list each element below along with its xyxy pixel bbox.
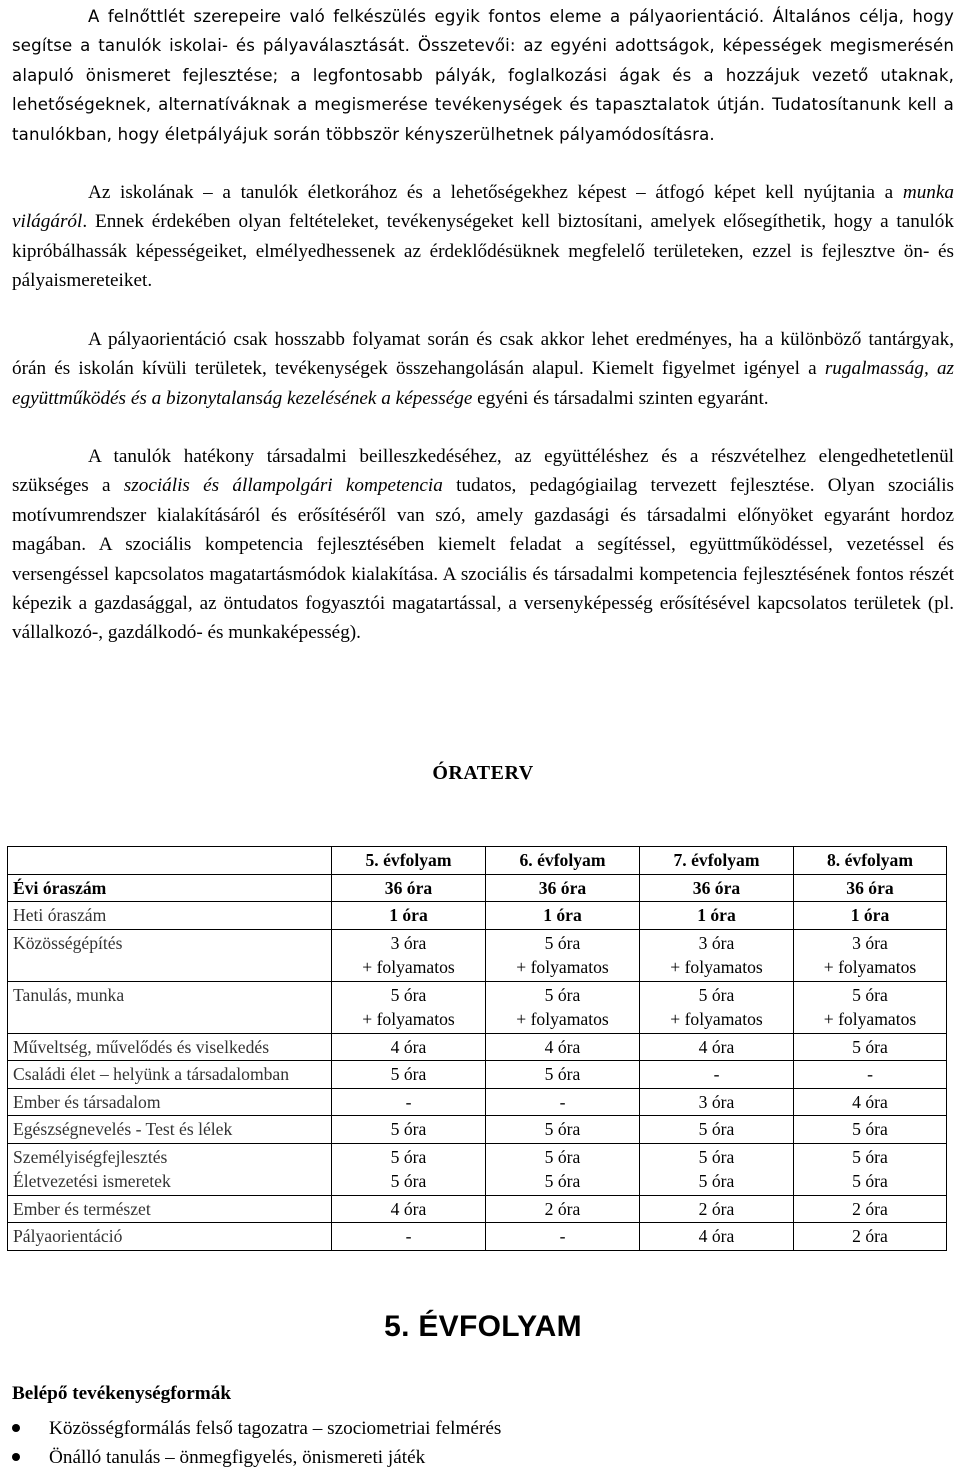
paragraph-social-competence (12, 442, 954, 648)
table-cell: 4 óra (332, 1033, 486, 1061)
paragraph-text: Az iskolának – a tanulók életkorához és a lehetőségekhez képest – átfogó képet kell nyújtania a (88, 182, 903, 203)
table-cell: 5 óra (640, 1116, 794, 1144)
paragraph-world-of-work (12, 178, 954, 296)
table-row (8, 1116, 947, 1144)
table-cell: 36 óra (794, 874, 947, 902)
subheading: Belépő tevékenységformák (12, 1383, 232, 1404)
table-cell: 5 óra (486, 1116, 640, 1144)
table-row (8, 1061, 947, 1089)
cell-hours: 5 óra (390, 1146, 427, 1167)
row-label: Családi élet – helyünk a társadalomban (8, 1061, 332, 1089)
table-cell: - (640, 1061, 794, 1089)
table-cell (486, 1143, 640, 1195)
cell-hours: 5 óra (698, 1171, 735, 1191)
paragraph-italic-text: munka világáról (12, 182, 954, 233)
cell-continuous: + folyamatos (670, 957, 763, 977)
table-cell: 4 óra (640, 1033, 794, 1061)
table-cell: 5 óra (794, 1033, 947, 1061)
row-label: Ember és természet (8, 1195, 332, 1223)
table-row (8, 874, 947, 902)
table-cell: 5 óra (332, 1061, 486, 1089)
table-row (8, 1195, 947, 1223)
table-cell: 3 óra (640, 1088, 794, 1116)
table-cell: 2 óra (640, 1195, 794, 1223)
row-label: Pályaorientáció (8, 1223, 332, 1251)
cell-continuous: + folyamatos (516, 957, 609, 977)
cell-hours: 5 óra (390, 984, 427, 1005)
cell-hours: 5 óra (852, 1171, 888, 1191)
table-cell: 2 óra (794, 1223, 947, 1251)
paragraph-flexibility (12, 325, 954, 413)
table-cell: 2 óra (486, 1195, 640, 1223)
table-cell: - (486, 1223, 640, 1251)
table-cell: 1 óra (332, 902, 486, 930)
table-row (8, 1033, 947, 1061)
cell-hours: 3 óra (852, 932, 888, 953)
table-cell: 4 óra (486, 1033, 640, 1061)
row-label: Műveltség, művelődés és viselkedés (8, 1033, 332, 1061)
table-cell: 4 óra (640, 1223, 794, 1251)
row-label-line: Személyiségfejlesztés (13, 1146, 168, 1167)
table-cell: 1 óra (486, 902, 640, 930)
bullet-icon (12, 1424, 20, 1432)
table-header-cell (8, 847, 332, 875)
cell-continuous: + folyamatos (362, 957, 455, 977)
table-header-cell: 6. évfolyam (486, 847, 640, 875)
cell-continuous: + folyamatos (823, 957, 917, 977)
table-cell: 5 óra (486, 1061, 640, 1089)
row-label: Közösségépítés (8, 929, 332, 981)
table-cell (794, 981, 947, 1033)
table-cell (332, 1143, 486, 1195)
cell-hours: 5 óra (390, 1171, 427, 1191)
table-header-cell: 8. évfolyam (794, 847, 947, 875)
paragraph-italic-text: szociális és állampolgári kompetencia (123, 475, 443, 497)
table-cell: 36 óra (640, 874, 794, 902)
oraterv-table (7, 846, 947, 1251)
table-cell (332, 929, 486, 981)
table-row (8, 929, 947, 981)
row-label: Heti óraszám (8, 902, 332, 930)
table-cell (794, 1143, 947, 1195)
cell-hours: 5 óra (698, 984, 735, 1005)
paragraph-text: egyéni és társadalmi szinten egyaránt. (472, 387, 769, 409)
section-heading: 5. ÉVFOLYAM (384, 1310, 582, 1343)
paragraph-text: A felnőttlét szerepeire való felkészülés egyik fontos eleme a pályaorientáció. Általános célja, hogy segítse a tanulók iskolai- és pályaválasztását. Összetevői: az egyéni adottságok, képességek megismerésén alapuló önismeret fejlesztése; a legfontosabb pályák, foglalkozási ágak és a hozzájuk vezető utaknak, lehetőségeknek, alternatíváknak a megismerése tevékenységek és tapasztalatok útján. Tudatosítanunk kell a tanulókban, hogy életpályájuk során többször kényszerülhetnek pályamódosításra. (12, 7, 954, 144)
table-cell: - (332, 1088, 486, 1116)
bullet-icon (12, 1453, 20, 1461)
cell-hours: 5 óra (698, 1146, 735, 1167)
row-label: Tanulás, munka (8, 981, 332, 1033)
list-item-text: Önálló tanulás – önmegfigyelés, önismereti játék (49, 1447, 426, 1468)
table-cell: 1 óra (794, 902, 947, 930)
paragraph-text: A pályaorientáció csak hosszabb folyamat során és csak akkor lehet eredményes, ha a különböző tantárgyak, órán és iskolán kívüli területek, tevékenységek összehangolásán alapul. Kiemelt figyelmet igényel a (12, 329, 954, 380)
cell-hours: 5 óra (544, 1146, 581, 1167)
table-cell: - (486, 1088, 640, 1116)
row-label: Egészségnevelés - Test és lélek (8, 1116, 332, 1144)
table-cell (332, 981, 486, 1033)
row-label: Ember és társadalom (8, 1088, 332, 1116)
table-cell (486, 981, 640, 1033)
paragraph-text: tudatos, pedagógiailag tervezett fejlesztése. Olyan szociális motívumrendszer kialakításáról és erősítéséről van szó, amely gazdasági és társadalmi előnyöket egyaránt hordoz magában. A szociális kompetencia fejlesztésében kiemelt feladat a segítéssel, együttműködéssel, vezetéssel és versengéssel kapcsolatos magatartásmódok kialakítása. A szociális és társadalmi kompetencia fejlesztésének fontos részét képezik a gazdasággal, az öntudatos fogyasztói magatartással, a versenyképesség erősítésével kapcsolatos területek (pl. vállalkozó-, gazdálkodó- és munkaképesség). (12, 475, 955, 644)
table-row (8, 981, 947, 1033)
cell-hours: 5 óra (544, 1171, 581, 1191)
table-cell: 4 óra (332, 1195, 486, 1223)
table-cell (794, 929, 947, 981)
table-cell (640, 981, 794, 1033)
bullet-list (12, 1414, 501, 1472)
oraterv-heading: ÓRATERV (432, 762, 534, 784)
cell-continuous: + folyamatos (362, 1009, 455, 1029)
table-cell: 36 óra (332, 874, 486, 902)
table-cell: 4 óra (794, 1088, 947, 1116)
table-cell (486, 929, 640, 981)
table-cell: 5 óra (794, 1116, 947, 1144)
cell-continuous: + folyamatos (670, 1009, 763, 1029)
table-row (8, 902, 947, 930)
table-cell (640, 1143, 794, 1195)
cell-hours: 5 óra (544, 932, 581, 953)
cell-hours: 3 óra (698, 932, 735, 953)
row-label-line: Életvezetési ismeretek (13, 1171, 171, 1191)
cell-continuous: + folyamatos (823, 1009, 917, 1029)
table-cell (640, 929, 794, 981)
cell-continuous: + folyamatos (516, 1009, 609, 1029)
row-label: Évi óraszám (8, 874, 332, 902)
table-cell: 1 óra (640, 902, 794, 930)
table-cell: 5 óra (332, 1116, 486, 1144)
table-cell: - (332, 1223, 486, 1251)
cell-hours: 5 óra (544, 984, 581, 1005)
table-header-cell: 5. évfolyam (332, 847, 486, 875)
paragraph-italic-text: rugalmasság, az együttműködés és a bizonytalanság kezelésének a képessége (12, 358, 955, 409)
table-cell: 2 óra (794, 1195, 947, 1223)
cell-hours: 5 óra (852, 984, 888, 1005)
paragraph-text: . Ennek érdekében olyan feltételeket, tevékenységeket kell biztosítani, amelyek elősegíthetik, hogy a tanulók kipróbálhassák képességeiket, elmélyedhessenek az érdeklődésüknek megfelelő területeken, ezzel is fejlesztve ön- és pályaismereteiket. (12, 211, 954, 292)
list-item-text: Közösségformálás felső tagozatra – szociometriai felmérés (49, 1418, 502, 1439)
row-label (8, 1143, 332, 1195)
paragraph-career-orientation-intro (12, 2, 954, 149)
table-row (8, 1223, 947, 1251)
cell-hours: 5 óra (852, 1146, 888, 1167)
table-header-cell: 7. évfolyam (640, 847, 794, 875)
table-cell: 36 óra (486, 874, 640, 902)
table-cell: - (794, 1061, 947, 1089)
table-row (8, 1088, 947, 1116)
list-item (12, 1443, 501, 1472)
table-row (8, 1143, 947, 1195)
list-item (12, 1414, 501, 1443)
table-header-row (8, 847, 947, 875)
paragraph-text: A tanulók hatékony társadalmi beilleszkedéséhez, az együttéléshez és a részvételhez elengedhetetlenül szükséges a (12, 446, 954, 497)
cell-hours: 3 óra (390, 932, 427, 953)
